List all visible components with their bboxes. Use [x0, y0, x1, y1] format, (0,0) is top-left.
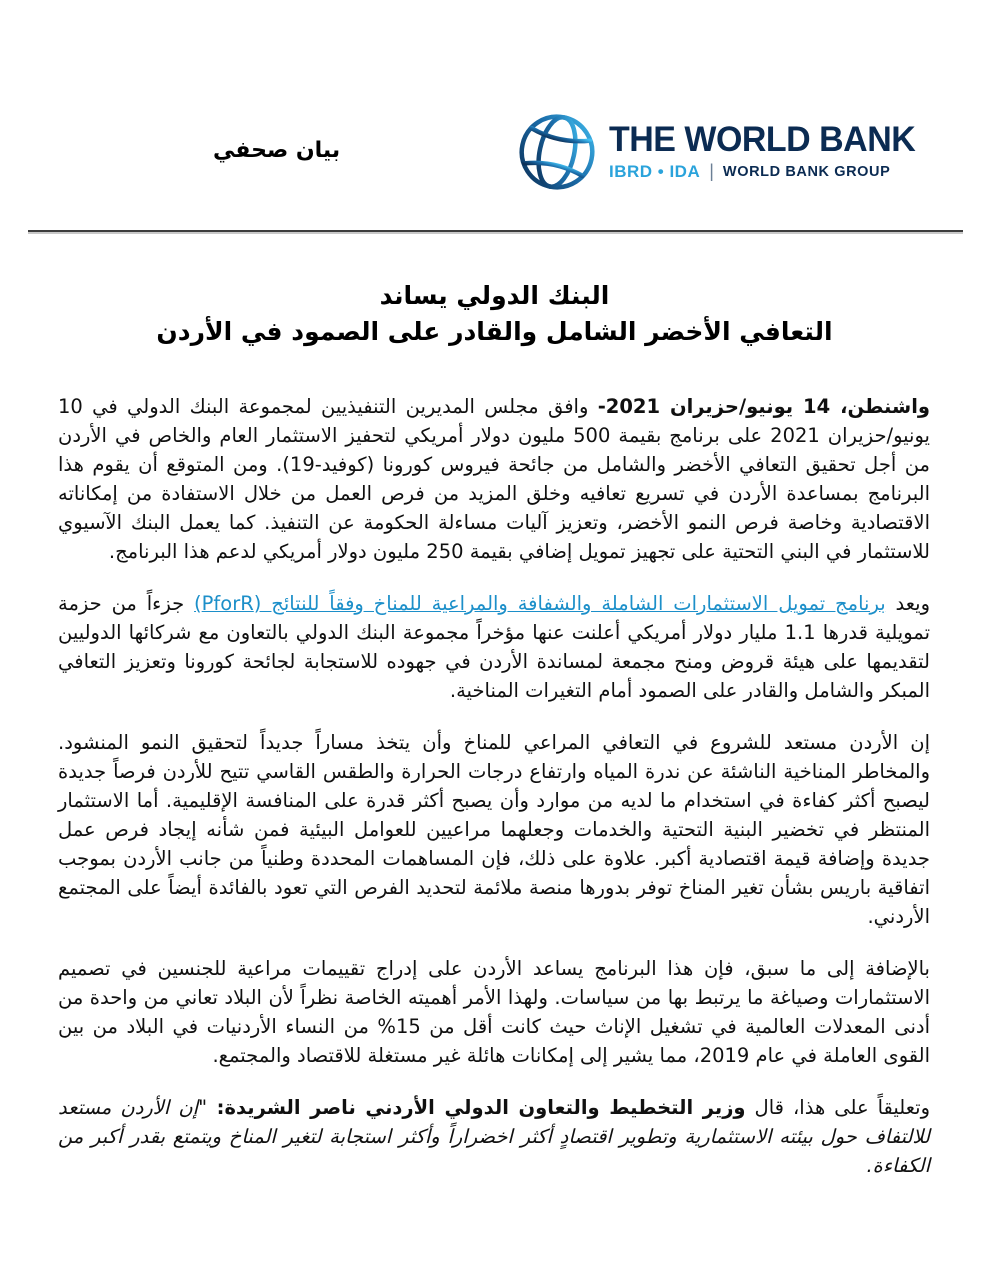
paragraph-climate-recovery [58, 728, 930, 931]
paragraph-dateline [58, 392, 930, 566]
minister-quote-italic: "إن الأردن مستعد للالتفاف حول بيئته الاستثمارية وتطوير اقتصادٍ أكثر اخضراراً وأكثر استجابة لتغير المناخ ويتمتع بقدر أكبر من الكفاءة. [58, 1096, 930, 1177]
paragraph-minister-quote [58, 1093, 930, 1180]
paragraph-2-post: جزءاً من حزمة تمويلية قدرها 1.1 مليار دولار أمريكي أعلنت عنها مؤخراً مجموعة البنك الدولي بالتعاون مع شركائها الدوليين لتقديمها على هيئة قروض ومنح مجمعة لمساندة الأردن في جهوده للاستجابة لجائحة كورونا وتعزيز التعافي المبكر والشامل والقادر على الصمود أمام التغيرات المناخية. [58, 592, 931, 702]
world-bank-logo-text [609, 122, 925, 182]
header-divider-line [28, 230, 963, 232]
world-bank-globe-icon [516, 110, 598, 194]
document-title [0, 278, 989, 350]
document-title-line2: التعافي الأخضر الشامل والقادر على الصمود في الأردن [156, 317, 833, 346]
world-bank-logo-title: THE WORLD BANK [609, 120, 916, 159]
world-bank-group-label: WORLD BANK GROUP [722, 163, 891, 180]
dateline-bold: واشنطن، 14 يونيو/حزيران 2021- [597, 395, 930, 418]
pforr-program-link[interactable]: برنامج تمويل الاستثمارات الشاملة والشفافة والمراعية للمناخ وفقاً للنتائج (PforR) [194, 592, 886, 615]
minister-name-bold: وزير التخطيط والتعاون الدولي الأردني ناصر الشريدة [224, 1096, 746, 1119]
paragraph-1-text: وافق مجلس المديرين التنفيذيين لمجموعة البنك الدولي في 10 يونيو/حزيران 2021 على برنامج بقيمة 500 مليون دولار أمريكي لتحفيز الاستثمار العام والخاص في الأردن من أجل تحقيق التعافي الأخضر والشامل من جائحة فيروس كورونا (كوفيد-19). ومن المتوقع أن يقوم هذا البرنامج بمساعدة الأردن في تسريع تعافيه وخلق المزيد من فرص العمل من خلال الاستفادة من إمكاناته الاقتصادية وخاصة فرص النمو الأخضر، وتعزيز آليات مساءلة الحكومة عن التنفيذ. كما يعمل البنك الآسيوي للاستثمار في البني التحتية على تجهيز تمويل إضافي بقيمة 250 مليون دولار أمريكي لدعم هذا البرنامج. [58, 395, 930, 563]
paragraph-5-pre: وتعليقاً على هذا، قال [745, 1096, 930, 1119]
quote-separator: : [207, 1096, 225, 1119]
document-title-line1: البنك الدولي يساند [379, 281, 610, 310]
paragraph-gender [58, 954, 930, 1070]
world-bank-logo [516, 110, 925, 194]
logo-divider: | [709, 161, 714, 181]
ibrd-ida-label: IBRD • IDA [609, 161, 701, 181]
paragraph-4-text: بالإضافة إلى ما سبق، فإن هذا البرنامج يساعد الأردن على إدراج تقييمات مراعية للجنسين في تصميم الاستثمارات وصياغة ما يرتبط بها من سياسات. ولهذا الأمر أهميته الخاصة نظراً لأن البلاد تعاني من واحدة من أدنى المعدلات العالمية في تشغيل الإناث حيث كانت أقل من 15% من النساء الأردنيات في البلاد من بين القوى العاملة في عام 2019، مما يشير إلى إمكانات هائلة غير مستغلة للاقتصاد والمجتمع. [58, 957, 931, 1067]
paragraph-program [58, 589, 930, 705]
paragraph-3-text: إن الأردن مستعد للشروع في التعافي المراعي للمناخ وأن يتخذ مساراً جديداً لتحقيق النمو المنشود. والمخاطر المناخية الناشئة عن ندرة المياه وارتفاع درجات الحرارة والطقس القاسي تتيح للأردن فرصاً جديدة ليصبح أكثر كفاءة في استخدام ما لديه من موارد وأن يصبح أكثر قدرة على المنافسة الإقليمية. أما الاستثمار المنتظر في تخضير البنية التحتية والخدمات وجعلهما مراعيين للعوامل البيئية فمن شأنه إيجاد فرص عمل جديدة وإضافة قيمة اقتصادية أكبر. علاوة على ذلك، فإن المساهمات المحددة وطنياً من جانب الأردن بموجب اتفاقية باريس بشأن تغير المناخ توفر بدورها منصة ملائمة لتحديد الفرص التي تعود بالفائدة أيضاً على المجتمع الأردني. [58, 731, 930, 928]
document-header [0, 0, 989, 232]
paragraph-2-pre: ويعد [885, 592, 931, 615]
press-release-label: بيان صحفي [213, 138, 341, 163]
document-body [58, 392, 930, 1203]
